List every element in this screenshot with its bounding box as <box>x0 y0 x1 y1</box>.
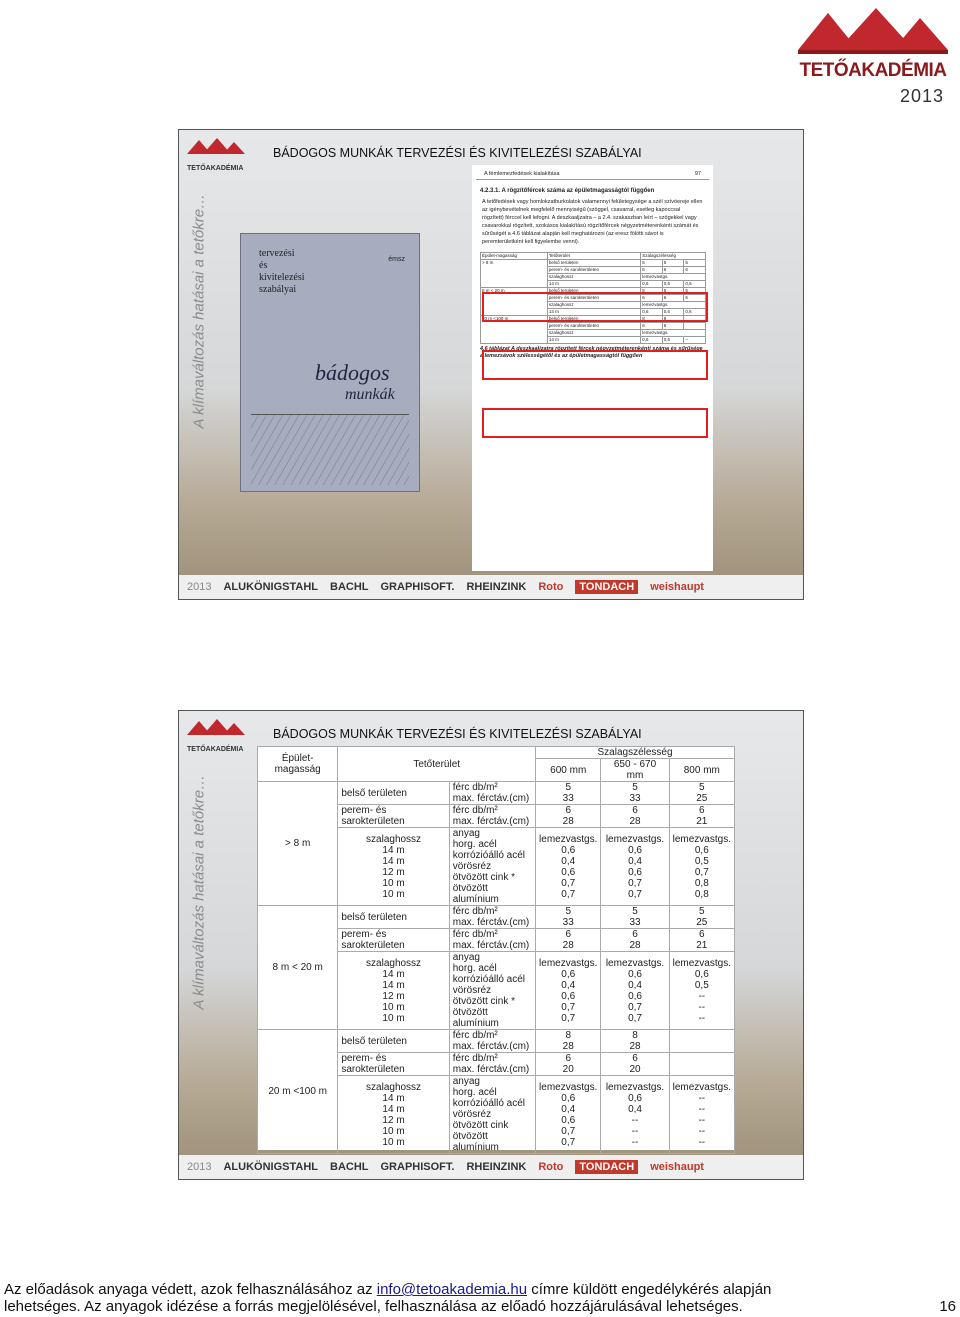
page-section-title: 4.2.3.1. A rögzítőfércek száma az épületmagasságtól függően <box>480 188 655 194</box>
book-illustration <box>251 414 409 485</box>
building-height-cell: 20 m <100 m <box>258 1030 338 1154</box>
length-cell: szalaghossz 14 m 14 m 12 m 10 m 10 m <box>338 1076 449 1154</box>
page-header: A fémlemezfedések kialakítása <box>484 171 560 177</box>
slide-logo-label: TETŐAKADÉMIA <box>187 165 244 172</box>
table-row <box>258 906 735 929</box>
sponsor-bachl: BACHL <box>330 1161 369 1173</box>
thickness-cell: lemezvastgs. 0,6 0,4 0,6 0,7 0,7 <box>536 828 601 906</box>
slide-1 <box>178 129 804 600</box>
area-label: belső területen <box>338 782 449 805</box>
brand-name: TETŐAKADÉMIA <box>799 60 947 81</box>
header-strip-width: Szalagszélesség <box>536 747 735 759</box>
value-cell: 5 33 <box>601 906 669 929</box>
email-link[interactable]: info@tetoakademia.hu <box>376 1281 528 1298</box>
slide-title: BÁDOGOS MUNKÁK TERVEZÉSI ÉS KIVITELEZÉSI SZABÁLYAI <box>273 146 642 160</box>
area-label: perem- és sarokterületen <box>338 1053 449 1076</box>
thickness-cell: lemezvastgs. -- -- -- -- -- <box>669 1076 734 1154</box>
material-cell: anyag horg. acél korrózióálló acél vörösréz ötvözött cink ötvözött alumínium <box>449 1076 535 1154</box>
page-mini-table: Épület-magasság Tetőterület Szalagszélesség > 8 m belső területen 5 5 5 perem- és sarokterületen 6 6 6 szalaghossz lemezvastgs. 14 m 0,6 0,6 0,6 8 m < 20 m belső területen 5 5 5 perem- és sarokterületen 6 6 6 szalaghossz lemezvastgs. 14 m 0,6 0,6 0,6 20 m <100 m belső területen 8 8 perem- és sarokterületen 6 6 szalaghossz lemezvastgs. 14 m 0,6 0,6 -- <box>480 252 706 344</box>
value-cell: 5 33 <box>601 782 669 805</box>
sponsor-bachl: BACHL <box>330 581 369 593</box>
legal-notice: Az előadások anyaga védett, azok felhasználásához az info@tetoakademia.hu címre küldött engedélykérés alapján lehetséges. Az anyagok idézése a forrás megjelölésével, felhasználása az előadó hozzájárulásával lehetséges. <box>4 1281 772 1315</box>
slide-title: BÁDOGOS MUNKÁK TERVEZÉSI ÉS KIVITELEZÉSI SZABÁLYAI <box>273 727 642 741</box>
book-title: bádogos <box>315 360 390 385</box>
length-cell: szalaghossz 14 m 14 m 12 m 10 m 10 m <box>338 952 449 1030</box>
fastener-label: férc db/m² max. férctáv.(cm) <box>449 929 535 952</box>
header-building-height: Épület-magasság <box>258 747 338 782</box>
slide-logo <box>187 719 245 753</box>
brand-year: 2013 <box>899 86 944 106</box>
material-cell: anyag horg. acél korrózióálló acél vörösréz ötvözött cink * ötvözött alumínium <box>449 952 535 1030</box>
sponsor-rheinzink: RHEINZINK <box>466 581 527 593</box>
table-row <box>258 1030 735 1053</box>
slide-side-text: A klímaváltozás hatásai a tetőkre… <box>190 774 208 1010</box>
sponsor-tondach: TONDACH <box>575 580 638 594</box>
thickness-cell: lemezvastgs. 0,6 0,4 0,6 0,7 0,7 <box>536 1076 601 1154</box>
value-cell: 5 33 <box>536 906 601 929</box>
table-row <box>258 782 735 805</box>
page-number: 16 <box>939 1298 956 1315</box>
length-cell: szalaghossz 14 m 14 m 12 m 10 m 10 m <box>338 828 449 906</box>
sponsor-graphisoft: GRAPHISOFT. <box>380 581 455 593</box>
area-label: perem- és sarokterületen <box>338 805 449 828</box>
sponsor-rheinzink: RHEINZINK <box>466 1161 527 1173</box>
sponsor-roto: Roto <box>538 1161 564 1173</box>
thickness-cell: lemezvastgs. 0,6 0,4 0,6 0,7 0,7 <box>601 952 669 1030</box>
value-cell <box>669 1053 734 1076</box>
highlight-box <box>482 350 708 380</box>
area-label: belső területen <box>338 906 449 929</box>
fastener-label: férc db/m² max. férctáv.(cm) <box>449 782 535 805</box>
value-cell: 8 28 <box>536 1030 601 1053</box>
page-number: 97 <box>694 171 701 177</box>
book-small-title: tervezési és kivitelezési szabályai <box>259 248 305 295</box>
sponsor-tondach: TONDACH <box>575 1160 638 1174</box>
page-paragraph: A tetőfedések vagy homlokzatburkolatok valamennyi felületegysége a szél szívóereje ellen az igénybevételnek megfelelő mennyiségű (szöggel, csavarral, esetleg kapoccsal rögzített) férccel kell lefogni. A deszkaaljzatra – a 2.4. szakaszban leírt – szögekkel vagy csavarokkal rögzített, szokásos kialakítású rögzítőfércek négyzetméterenkénti számát és sűrűségét a 4.6 táblázat alapján kell meghatározni (az eresz fölötti sávot is peremterületként kell figyelembe venni). <box>482 199 703 245</box>
book-cover <box>240 233 420 492</box>
slide-2 <box>178 710 804 1180</box>
fastener-label: férc db/m² max. férctáv.(cm) <box>449 805 535 828</box>
slide-logo <box>187 138 245 172</box>
thickness-cell: lemezvastgs. 0,6 0,4 -- -- -- <box>601 1076 669 1154</box>
book-subtitle: munkák <box>345 386 395 403</box>
value-cell: 6 28 <box>601 929 669 952</box>
value-cell: 5 33 <box>536 782 601 805</box>
value-cell: 6 28 <box>536 805 601 828</box>
sponsor-graphisoft: GRAPHISOFT. <box>380 1161 455 1173</box>
roof-logo-icon <box>187 138 245 156</box>
value-cell: 6 28 <box>601 805 669 828</box>
value-cell: 6 20 <box>536 1053 601 1076</box>
material-cell: anyag horg. acél korrózióálló acél vörösréz ötvözött cink * ötvözött alumínium <box>449 828 535 906</box>
value-cell: 6 28 <box>536 929 601 952</box>
fastener-table: Épület-magasság Tetőterület Szalagszélesség 600 mm 650 - 670 mm 800 mm > 8 m belső területen férc db/m² max. férctáv.(cm) 5 33 5 33 5 25 perem- és sarokterületen férc db/m² max. férctáv.(cm) 6 28 6 28 6 21 szalaghossz 14 m 14 m 12 m 10 m 10 m anyag horg. acél korrózióálló acél vörösréz ötvözött cink * ötvözött alumínium lemezvastgs. 0,6 0,4 0,6 0,7 0,7 lemezvastgs. 0,6 0,4 0,6 0,7 0,7 lemezvastgs. 0,6 0,5 0,7 0,8 0,8 8 m < 20 m belső területen férc db/m² max. férctáv.(cm) 5 33 5 33 5 25 perem- és sarokterületen férc db/m² max. férctáv.(cm) 6 28 6 28 6 21 szalaghossz 14 m 14 m 12 m 10 m 10 m anyag horg. acél korrózióálló acél vörösréz ötvözött cink * ötvözött alumínium lemezvastgs. 0,6 0,4 0,6 0,7 0,7 lemezvastgs. 0,6 0,4 0,6 0,7 0,7 lemezvastgs. 0,6 0,5 -- -- -- 20 m <100 m belső területen férc db/m² max. férctáv.(cm) 8 28 8 28 perem- és sarokterületen férc db/m² max. férctáv.(cm) 6 20 6 20 szalaghossz 14 m 14 m 12 m 10 m 10 m anyag horg. acél korrózióálló acél vörösréz ötvözött cink ötvözött alumínium lemezvastgs. 0,6 0,4 0,6 0,7 0,7 lemezvastgs. 0,6 0,4 -- -- -- lemezvastgs. -- -- -- -- -- <box>257 746 735 1150</box>
sponsor-weishaupt: weishaupt <box>650 581 704 593</box>
thickness-cell: lemezvastgs. 0,6 0,4 0,6 0,7 0,7 <box>536 952 601 1030</box>
value-cell <box>669 1030 734 1053</box>
roof-logo-icon <box>187 719 245 737</box>
value-cell: 6 21 <box>669 929 734 952</box>
value-cell: 8 28 <box>601 1030 669 1053</box>
building-height-cell: 8 m < 20 m <box>258 906 338 1030</box>
value-cell: 6 20 <box>601 1053 669 1076</box>
sponsor-roto: Roto <box>538 581 564 593</box>
sponsor-bar: 2013 ALUKÖNIGSTAHL BACHL GRAPHISOFT. RHEINZINK Roto TONDACH weishaupt <box>179 1155 803 1179</box>
roof-logo-icon <box>798 8 948 63</box>
page-caption: 4.6 táblázat A deszkaaljzatra rögzített fércek négyzetméterenkénti száma és sűrűsége a lemezsávok szélességétől és az épületmagasságtól függően <box>480 346 703 359</box>
value-cell: 5 25 <box>669 782 734 805</box>
slide-logo-label: TETŐAKADÉMIA <box>187 746 244 753</box>
slide-side-text: A klímaváltozás hatásai a tetőkre… <box>190 193 208 429</box>
book-publisher: émsz <box>388 256 405 263</box>
sponsor-alukonigstahl: ALUKÖNIGSTAHL <box>223 581 318 593</box>
building-height-cell: > 8 m <box>258 782 338 906</box>
sponsor-weishaupt: weishaupt <box>650 1161 704 1173</box>
sponsor-alukonigstahl: ALUKÖNIGSTAHL <box>223 1161 318 1173</box>
highlight-box <box>482 408 708 438</box>
value-cell: 6 21 <box>669 805 734 828</box>
header-roof-area: Tetőterület <box>338 747 536 782</box>
area-label: belső területen <box>338 1030 449 1053</box>
fastener-label: férc db/m² max. férctáv.(cm) <box>449 1053 535 1076</box>
fastener-label: férc db/m² max. férctáv.(cm) <box>449 906 535 929</box>
thickness-cell: lemezvastgs. 0,6 0,5 0,7 0,8 0,8 <box>669 828 734 906</box>
area-label: perem- és sarokterületen <box>338 929 449 952</box>
brand-logo <box>798 8 948 108</box>
thickness-cell: lemezvastgs. 0,6 0,4 0,6 0,7 0,7 <box>601 828 669 906</box>
sponsor-bar: 2013 ALUKÖNIGSTAHL BACHL GRAPHISOFT. RHEINZINK Roto TONDACH weishaupt <box>179 575 803 599</box>
fastener-label: férc db/m² max. férctáv.(cm) <box>449 1030 535 1053</box>
thickness-cell: lemezvastgs. 0,6 0,5 -- -- -- <box>669 952 734 1030</box>
value-cell: 5 25 <box>669 906 734 929</box>
highlight-box <box>482 292 708 322</box>
